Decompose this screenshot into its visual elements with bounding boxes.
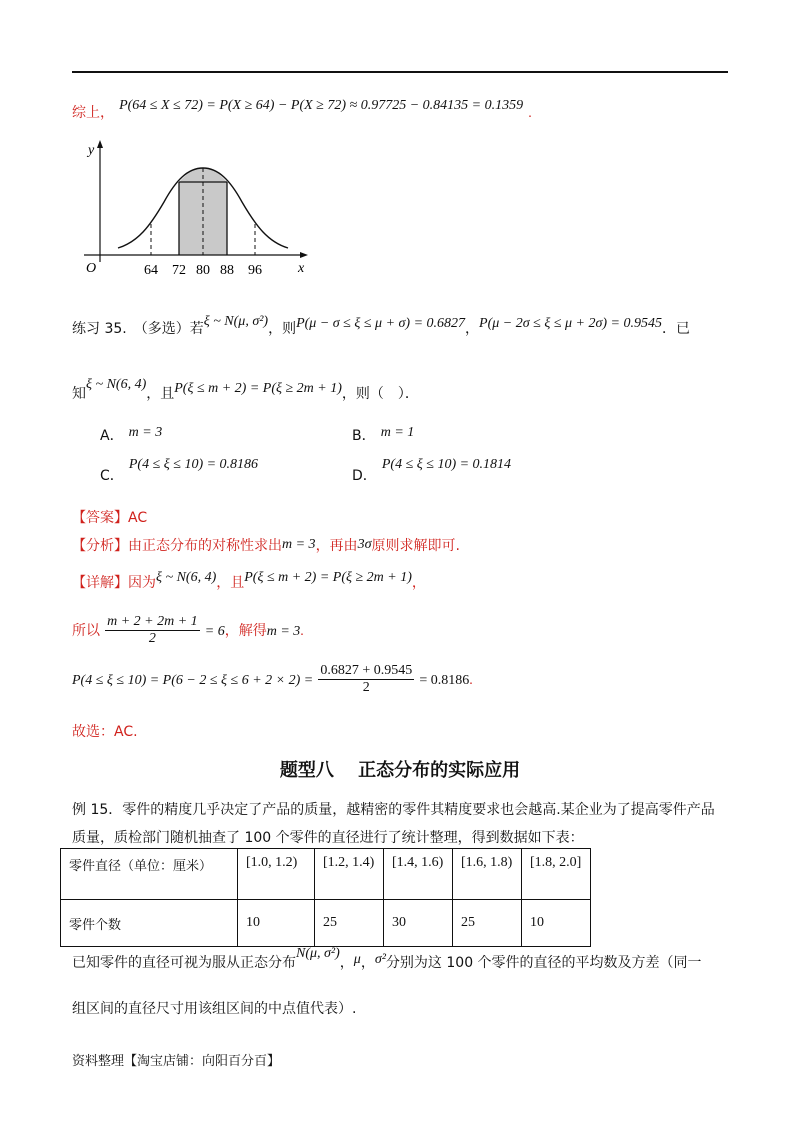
exercise-comma-1: ， bbox=[465, 321, 480, 337]
tick-88: 88 bbox=[220, 263, 234, 278]
so-fraction-den: 2 bbox=[148, 631, 156, 646]
table-cell: 10 bbox=[522, 900, 591, 947]
tick-64: 64 bbox=[144, 263, 158, 278]
calc-dot: . bbox=[469, 673, 473, 688]
after-rest: 分别为这 100 个零件的直径的平均数及方差（同一 bbox=[385, 955, 702, 971]
detail-and: ，且 bbox=[216, 575, 245, 591]
option-c-text: P(4 ≤ ξ ≤ 10) = 0.8186 bbox=[128, 457, 259, 472]
option-b-text: m = 1 bbox=[380, 425, 415, 440]
summary-label: 综上， bbox=[72, 105, 114, 121]
exercise-line-2 bbox=[72, 377, 419, 403]
example-line-1: 例 15．零件的精度几乎决定了产品的质量，越精密的零件其精度要求也会越高.某企业为了提高零件产品 bbox=[72, 802, 715, 818]
calc-fraction-den: 2 bbox=[362, 680, 370, 695]
option-a-letter: A． bbox=[100, 428, 124, 444]
after-comma-2: ， bbox=[360, 955, 375, 971]
analysis-m: m = 3 bbox=[282, 537, 316, 552]
normal-curve-figure bbox=[78, 138, 318, 280]
calc-left: P(4 ≤ ξ ≤ 10) = P(6 − 2 ≤ ξ ≤ 6 + 2 × 2) = bbox=[72, 673, 314, 688]
analysis-sigma: 3σ bbox=[357, 537, 372, 552]
exercise-prefix: 练习 35. （多选）若 bbox=[72, 321, 204, 337]
analysis-prefix: 【分析】由正态分布的对称性求出 bbox=[72, 538, 282, 554]
solve-dot: . bbox=[300, 624, 304, 639]
table-cell: 10 bbox=[238, 900, 315, 947]
table-cell: 25 bbox=[453, 900, 522, 947]
calc-fraction bbox=[318, 663, 414, 696]
tick-72: 72 bbox=[172, 263, 186, 278]
detail-comma: ， bbox=[411, 575, 426, 591]
option-d bbox=[352, 457, 512, 485]
tick-96: 96 bbox=[248, 263, 262, 278]
after-comma: ， bbox=[339, 955, 354, 971]
exercise-condition: P(ξ ≤ m + 2) = P(ξ ≥ 2m + 1) bbox=[174, 381, 342, 396]
diameter-table bbox=[60, 848, 591, 947]
table-header-count: 零件个数 bbox=[61, 900, 238, 947]
analysis-line bbox=[72, 535, 460, 555]
summary-formula: P(64 ≤ X ≤ 72) = P(X ≥ 64) − P(X ≥ 72) ≈ 0.97725 − 0.84135 = 0.1359 bbox=[119, 98, 524, 113]
calc-right: = 0.8186 bbox=[419, 673, 470, 688]
table-cell: 25 bbox=[315, 900, 384, 947]
section-title: 题型八 正态分布的实际应用 bbox=[279, 760, 521, 781]
example-line-2: 质量，质检部门随机抽查了 100 个零件的直径进行了统计整理，得到数据如下表： bbox=[72, 830, 584, 846]
footer-note: 资料整理【淘宝店铺：向阳百分百】 bbox=[72, 1054, 281, 1069]
after-mu: μ bbox=[353, 952, 361, 967]
so-fraction bbox=[105, 614, 200, 647]
option-b bbox=[352, 425, 414, 445]
header-rule bbox=[72, 71, 728, 73]
table-cell: [1.6, 1.8) bbox=[453, 849, 522, 900]
calc-line bbox=[72, 663, 473, 696]
after-prefix: 已知零件的直径可视为服从正态分布 bbox=[72, 955, 296, 971]
summary-tail: . bbox=[528, 106, 532, 121]
y-axis-arrow bbox=[97, 140, 103, 148]
exercise-p2: P(μ − 2σ ≤ ξ ≤ μ + 2σ) = 0.9545 bbox=[479, 316, 662, 331]
example-after-line-1 bbox=[72, 946, 702, 972]
exercise-known: ．已 bbox=[662, 321, 690, 337]
y-axis-label: y bbox=[88, 143, 95, 158]
calc-fraction-num: 0.6827 + 0.9545 bbox=[320, 663, 413, 678]
option-d-letter: D． bbox=[352, 468, 377, 484]
analysis-end: 原则求解即可. bbox=[371, 538, 460, 554]
x-axis-arrow bbox=[300, 252, 308, 258]
so-equals: = 6 bbox=[204, 624, 225, 639]
origin-label: O bbox=[86, 261, 97, 276]
table-cell: [1.8, 2.0] bbox=[522, 849, 591, 900]
example-after-line-2: 组区间的直径尺寸用该组区间的中点值代表）. bbox=[72, 1001, 357, 1017]
so-fraction-num: m + 2 + 2m + 1 bbox=[107, 614, 198, 629]
exercise-p1: P(μ − σ ≤ ξ ≤ μ + σ) = 0.6827 bbox=[296, 316, 466, 331]
table-header-diameter: 零件直径（单位：厘米） bbox=[61, 849, 238, 900]
option-b-letter: B． bbox=[352, 428, 376, 444]
detail-dist: ξ ~ N(6, 4) bbox=[156, 570, 217, 585]
exercise-line2-prefix: 知 bbox=[72, 386, 86, 402]
choose-line: 故选：AC. bbox=[72, 724, 138, 740]
after-dist: N(μ, σ²) bbox=[296, 946, 340, 961]
after-sigma: σ² bbox=[374, 952, 386, 967]
exercise-line-1 bbox=[72, 314, 690, 338]
table-row bbox=[61, 849, 591, 900]
option-c bbox=[100, 457, 259, 485]
exercise-dist-1: ξ ~ N(μ, σ²) bbox=[203, 314, 269, 329]
summary-line bbox=[72, 98, 532, 122]
solve-value: m = 3 bbox=[266, 624, 301, 639]
x-axis-label: x bbox=[298, 261, 305, 276]
detail-line bbox=[72, 572, 426, 592]
so-label: 所以 bbox=[72, 623, 100, 639]
solve-label: ，解得 bbox=[224, 623, 267, 639]
tick-80: 80 bbox=[196, 263, 210, 278]
exercise-dist-2: ξ ~ N(6, 4) bbox=[86, 377, 147, 392]
exercise-then-2: ，则（ ）． bbox=[341, 386, 419, 402]
option-a bbox=[100, 425, 162, 445]
option-c-letter: C． bbox=[100, 468, 124, 484]
table-cell: [1.4, 1.6) bbox=[384, 849, 453, 900]
option-a-text: m = 3 bbox=[128, 425, 163, 440]
answer-label: 【答案】AC bbox=[72, 510, 148, 526]
exercise-and: ，且 bbox=[146, 386, 175, 402]
analysis-mid: ，再由 bbox=[315, 538, 358, 554]
detail-prefix: 【详解】因为 bbox=[72, 575, 156, 591]
so-line bbox=[72, 614, 304, 647]
detail-condition: P(ξ ≤ m + 2) = P(ξ ≥ 2m + 1) bbox=[244, 570, 412, 585]
table-cell: 30 bbox=[384, 900, 453, 947]
table-cell: [1.2, 1.4) bbox=[315, 849, 384, 900]
table-row bbox=[61, 900, 591, 947]
option-d-text: P(4 ≤ ξ ≤ 10) = 0.1814 bbox=[381, 457, 512, 472]
exercise-then-1: ，则 bbox=[268, 321, 297, 337]
table-cell: [1.0, 1.2) bbox=[238, 849, 315, 900]
